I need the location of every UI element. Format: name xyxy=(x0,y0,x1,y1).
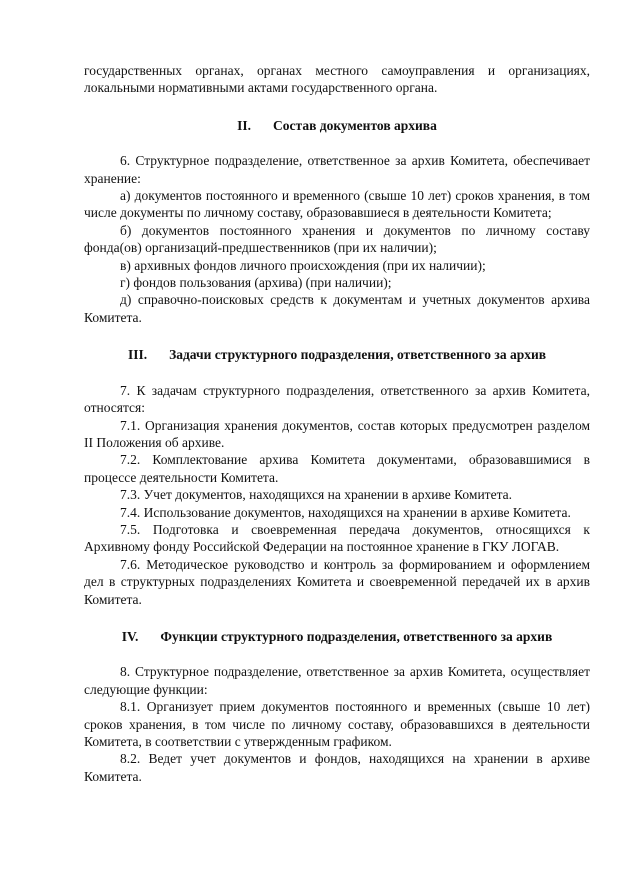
section-2-number: II. xyxy=(237,117,252,133)
paragraph-7-1: 7.1. Организация хранения документов, состав которых предусмотрен разделом II Положения об архиве. xyxy=(84,417,590,450)
section-3-title: Задачи структурного подразделения, ответственного за архив xyxy=(169,347,547,363)
item-b: б) документов постоянного хранения и документов по личному составу фонда(ов) организаций-предшественников (при их наличии); xyxy=(84,222,590,256)
item-a: а) документов постоянного и временного (свыше 10 лет) сроков хранения, в том числе документы по личному составу, образовавшиеся в деятельности Комитета; xyxy=(84,188,590,221)
item-v: в) архивных фондов личного происхождения (при их наличии); xyxy=(120,257,486,273)
section-2-heading xyxy=(84,117,590,134)
section-4-number: IV. xyxy=(121,628,139,644)
paragraph-6: 6. Структурное подразделение, ответственное за архив Комитета, обеспечивает хранение: xyxy=(84,153,590,186)
paragraph-7-4: 7.4. Использование документов, находящихся на хранении в архиве Комитета. xyxy=(120,504,571,520)
item-d: д) справочно-поисковых средств к документам и учетных документов архива Комитета. xyxy=(84,292,590,325)
paragraph-7: 7. К задачам структурного подразделения, ответственного за архив Комитета, относятся: xyxy=(84,382,590,416)
paragraph-8-1: 8.1. Организует прием документов постоянного и временных (свыше 10 лет) сроков хранения, в том числе по личному составу, образовавшихся в деятельности Комитета, в соответствии с утвержденным графиком. xyxy=(84,699,590,749)
paragraph-7-2: 7.2. Комплектование архива Комитета документами, образовавшимися в процессе деятельности Комитета. xyxy=(84,452,590,485)
section-2-title: Состав документов архива xyxy=(273,117,437,133)
section-4-title: Функции структурного подразделения, ответственного за архив xyxy=(160,628,553,644)
item-g: г) фондов пользования (архива) (при наличии); xyxy=(120,275,392,291)
paragraph-7-6: 7.6. Методическое руководство и контроль за формированием и оформлением дел в структурных подразделениях Комитета и своевременной передачей их в архив Комитета. xyxy=(84,556,590,607)
paragraph-7-5: 7.5. Подготовка и своевременная передача документов, относящихся к Архивному фонду Российской Федерации на постоянное хранение в ГКУ ЛОГАВ. xyxy=(84,521,590,555)
paragraph-7-3: 7.3. Учет документов, находящихся на хранении в архиве Комитета. xyxy=(120,487,512,503)
paragraph-8: 8. Структурное подразделение, ответственное за архив Комитета, осуществляет следующие функции: xyxy=(84,664,590,697)
section-3-heading xyxy=(84,346,590,363)
section-3-number: III. xyxy=(127,347,148,363)
section-4-heading xyxy=(84,628,590,645)
intro-paragraph: государственных органах, органах местного самоуправления и организациях, локальными нормативными актами государственного органа. xyxy=(84,63,590,96)
paragraph-8-2: 8.2. Ведет учет документов и фондов, находящихся на хранении в архиве Комитета. xyxy=(84,751,590,784)
document-page xyxy=(84,62,590,785)
